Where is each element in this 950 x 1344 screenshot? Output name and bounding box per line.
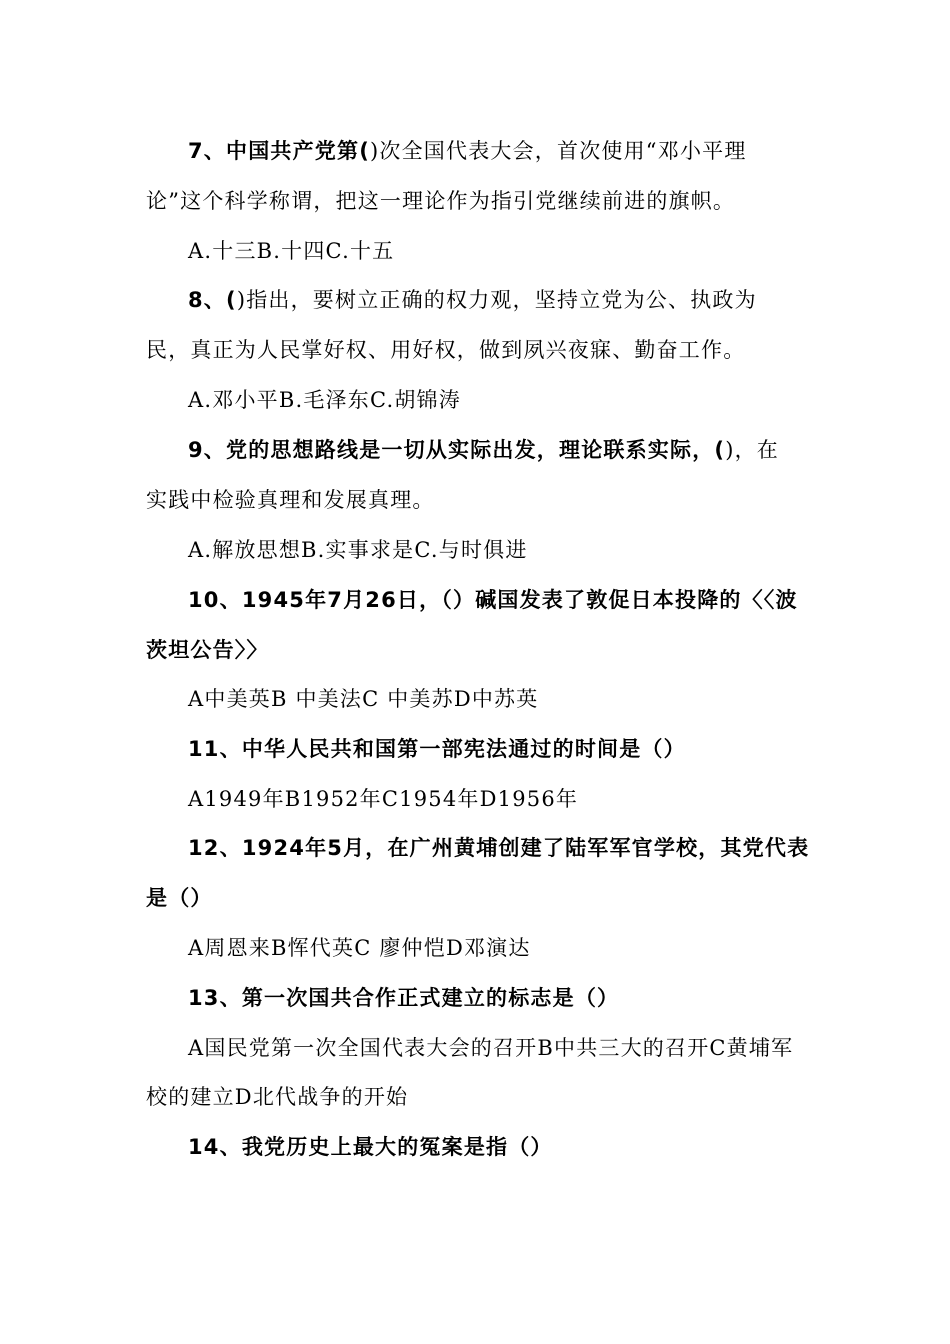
question-11-options: A1949年B1952年C1954年D1956年 [188, 787, 579, 811]
question-9-stem-bold: 9、党的思想路线是一切从实际出发，理论联系实际，( [188, 438, 726, 462]
question-12-options: A周恩来B恽代英C 廖仲恺D邓演达 [188, 936, 531, 960]
question-7-options: A.十三B.十四C.十五 [188, 239, 395, 263]
question-10-line-2: 茨坦公告〉〉 [146, 638, 269, 662]
question-8-stem-bold: 8、( [188, 288, 237, 312]
question-9-line-2: 实践中检验真理和发展真理。 [146, 488, 435, 512]
question-7-stem-bold: 7、中国共产党第( [188, 139, 371, 163]
question-7-line-1 [188, 133, 816, 169]
question-8-options: A.邓小平B.毛泽东C.胡锦涛 [188, 388, 461, 412]
question-12-line-2: 是（） [146, 886, 213, 910]
question-7-stem-rest: )次全国代表大会，首次使用“邓小平理 [370, 139, 747, 163]
question-13-line-1: 13、第一次国共合作正式建立的标志是（） [188, 986, 620, 1010]
question-8-line-2: 民，真正为人民掌好权、用好权，做到夙兴夜寐、勤奋工作。 [146, 338, 746, 362]
question-10-options: A中美英B 中美法C 中美苏D中苏英 [188, 687, 539, 711]
question-8-line-1 [188, 282, 816, 318]
question-8-stem-rest: )指出，要树立正确的权力观，坚持立党为公、执政为 [236, 288, 757, 312]
question-13-options-line-2: 校的建立D北代战争的开始 [146, 1085, 409, 1109]
question-12-line-1: 12、1924年5月，在广州黄埔创建了陆军军官学校，其党代表 [188, 836, 810, 860]
question-9-stem-rest: )，在 [725, 438, 780, 462]
question-10-line-1: 10、1945年7月26日，（）碱国发表了敦促日本投降的〈〈波 [188, 588, 798, 612]
question-11-line-1: 11、中华人民共和国第一部宪法通过的时间是（） [188, 737, 686, 761]
question-14-line-1: 14、我党历史上最大的冤案是指（） [188, 1135, 553, 1159]
question-9-line-1 [188, 432, 816, 468]
question-13-options-line-1: A国民党第一次全国代表大会的召开B中共三大的召开C黄埔军 [188, 1036, 794, 1060]
question-9-options: A.解放思想B.实事求是C.与时俱进 [188, 538, 528, 562]
question-7-line-2: 论”这个科学称谓，把这一理论作为指引党继续前进的旗帜。 [146, 189, 736, 213]
